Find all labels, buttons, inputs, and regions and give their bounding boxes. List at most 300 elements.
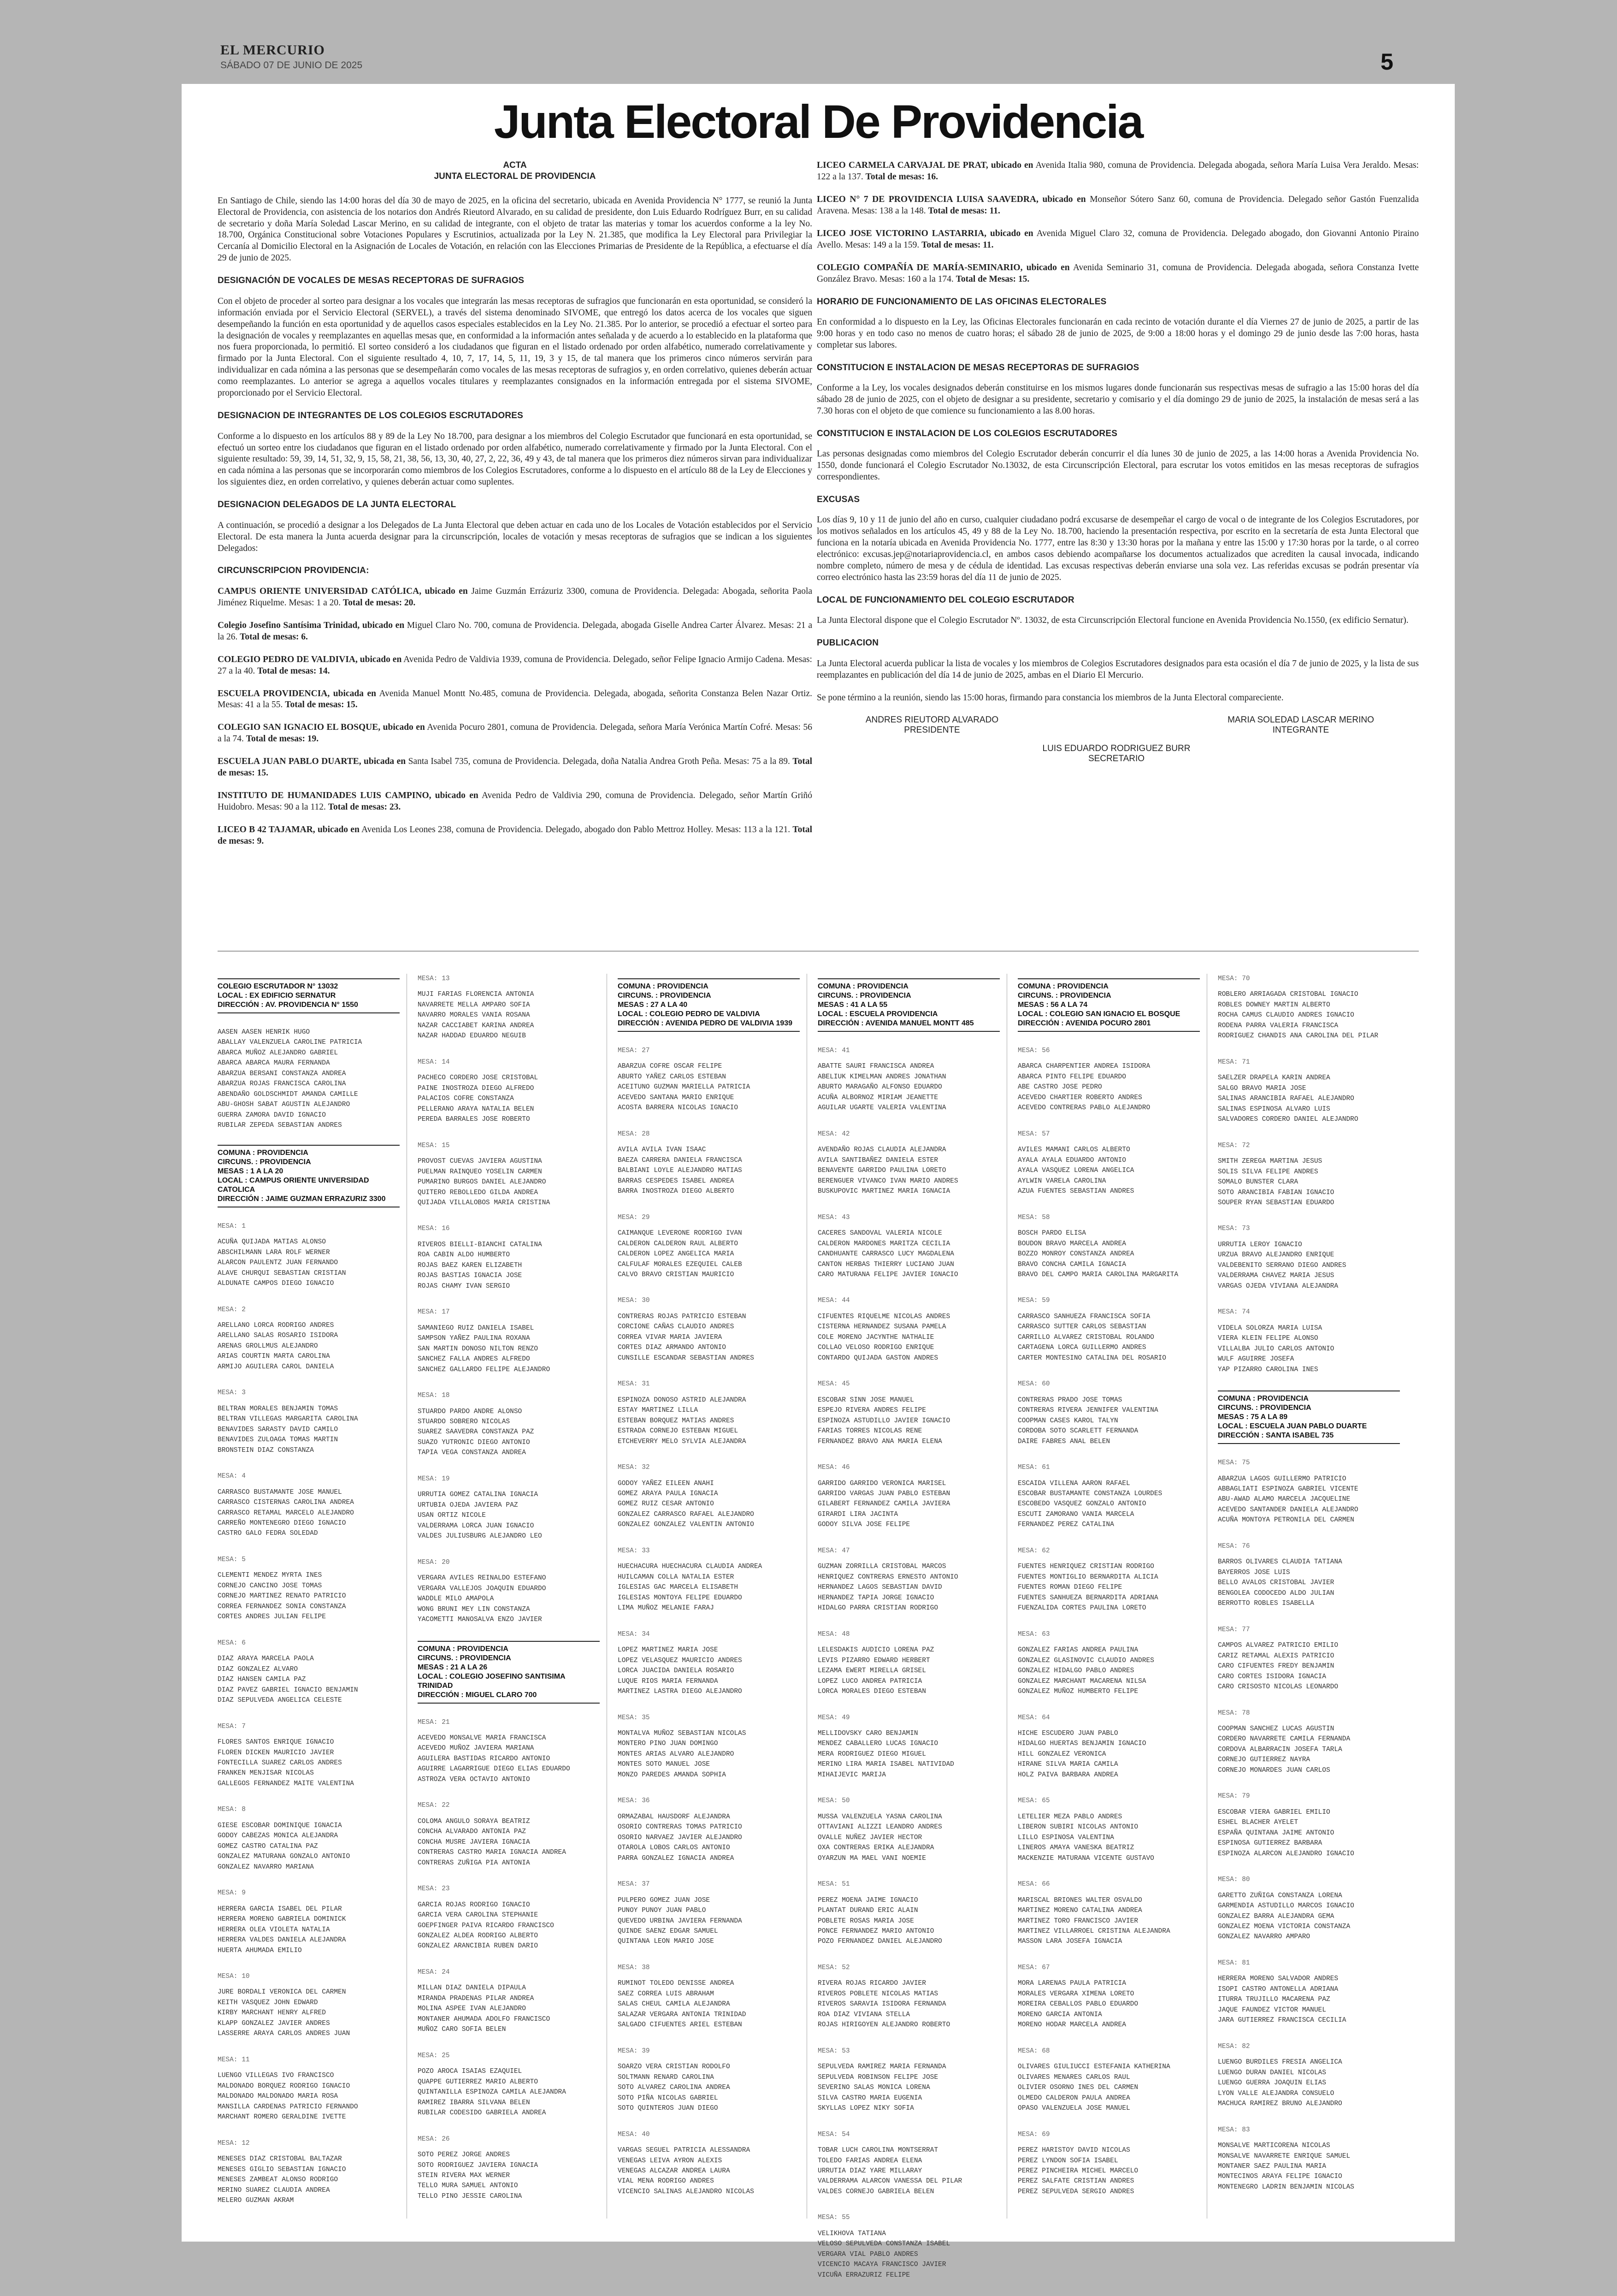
mesa-number: MESA: 76	[1218, 1542, 1250, 1550]
mesa-names: AVENDAÑO ROJAS CLAUDIA ALEJANDRA AVILA SANTIBAÑEZ DANIELA ESTER BENAVENTE GARRIDO PAULINA LORETO BERENGUER VIVANCO IVAN MARIO ANDRES BUSKUPOVIC MARTINEZ MARIA IGNACIA	[818, 1146, 958, 1195]
mesa-block	[1218, 1875, 1400, 1942]
mesa-block	[418, 1884, 600, 1952]
mesa-names: LELESDAKIS AUDICIO LORENA PAZ LEVIS PIZARRO EDWARD HERBERT LEZAMA EWERT MIRELLA GRISEL LOPEZ LUCO ANDREA PATRICIA LORCA MORALES DIEGO ESTEBAN	[818, 1646, 934, 1696]
mesa-number: MESA: 56	[1018, 1047, 1050, 1054]
local-header-line: CIRCUNS. : PROVIDENCIA	[218, 1158, 311, 1166]
mesa-block	[1018, 1629, 1200, 1697]
local-detail: Avenida Miguel Claro 32, comuna de Providencia. Delegado abogado, don Giovanni Antonio Piraino Avello. Mesas: 149 a la 159.	[817, 228, 1419, 250]
mesa-names: AVILES MAMANI CARLOS ALBERTO AYALA AYALA EDUARDO ANTONIO AYALA VASQUEZ LORENA ANGELICA AYLWIN VARELA CAROLINA AZUA FUENTES SEBASTIAN ANDRES	[1018, 1146, 1134, 1195]
local-total: Total de mesas: 15.	[218, 757, 813, 778]
mesa-number: MESA: 81	[1218, 1959, 1250, 1967]
section-title-horario: HORARIO DE FUNCIONAMIENTO DE LAS OFICINAS ELECTORALES	[817, 296, 1107, 307]
mesa-names: POZO AROCA ISAIAS EZAQUIEL QUAPPE GUTIERREZ MARIO ALBERTO QUINTANILLA ESPINOZA CAMILA ALEJANDRA RAMIREZ IBARRA SILVANA BELEN RUBILAR CODESIDO GABRIELA ANDREA	[418, 2068, 566, 2117]
mesa-number: MESA: 69	[1018, 2130, 1050, 2138]
mesa-names: CARRASCO SANHUEZA FRANCISCA SOFIA CARRASCO SUTTER CARLOS SEBASTIAN CARRILLO ALVAREZ CRISTOBAL ROLANDO CARTAGENA LORCA GUILLERMO ANDRES CARTER MONTESINO CATALINA DEL ROSARIO	[1018, 1313, 1166, 1362]
local-detail: Avenida Los Leones 238, comuna de Providencia. Delegado, abogado don Pablo Mettroz Holley. Mesas: 113 a la 121.	[361, 825, 791, 835]
mesa-block	[218, 1805, 400, 1872]
mesa-number: MESA: 63	[1018, 1630, 1050, 1638]
mesa-names: MENESES DIAZ CRISTOBAL BALTAZAR MENESES GIGLIO SEBASTIAN IGNACIO MENESES ZAMBEAT ALONSO RODRIGO MERINO SUAREZ CLAUDIA ANDREA MELERO GUZMAN AKRAM	[218, 2155, 346, 2204]
mesa-block	[218, 2138, 400, 2206]
mesa-number: MESA: 60	[1018, 1380, 1050, 1388]
mesa-block	[1218, 1625, 1400, 1692]
page-number: 5	[1381, 49, 1393, 75]
local-header-line: LOCAL : COLEGIO PEDRO DE VALDIVIA	[618, 1010, 760, 1018]
mesa-block	[218, 1722, 400, 1789]
signature-role: SECRETARIO	[1088, 754, 1145, 764]
mesa-number: MESA: 7	[218, 1722, 246, 1730]
mesa-names: URRUTIA LEROY IGNACIO URZUA BRAVO ALEJANDRO ENRIQUE VALDEBENITO SERRANO DIEGO ANDRES VALDERRAMA CHAVEZ MARIA JESUS VARGAS OJEDA VIVIANA ALEJANDRA	[1218, 1241, 1346, 1290]
local-detail: Santa Isabel 735, comuna de Providencia. Delegada, doña Natalia Andrea Groth Peña. Mesas: 75 a la 89.	[408, 757, 790, 767]
mesa-block	[1018, 1046, 1200, 1113]
local-entry	[817, 160, 1419, 183]
mesa-names: ABARCA CHARPENTIER ANDREA ISIDORA ABARCA PINTO FELIPE EDUARDO ABE CASTRO JOSE PEDRO ACEVEDO CHARTIER ROBERTO ANDRES ACEVEDO CONTRERAS PABLO ALEJANDRO	[1018, 1063, 1151, 1112]
local-header-line: MESAS : 21 A LA 26	[418, 1663, 488, 1671]
mesa-names: SEPULVEDA RAMIREZ MARIA FERNANDA SEPULVEDA ROBINSON FELIPE JOSE SEVERINO SALAS MONICA LORENA SILVA CASTRO MARIA EUGENIA SKYLLAS LOPEZ NIKY SOFIA	[818, 2063, 946, 2113]
mesa-block	[618, 1796, 800, 1864]
mesa-block	[818, 1213, 1000, 1280]
issue-date: SÁBADO 07 DE JUNIO DE 2025	[220, 60, 363, 71]
mesa-names: CONTRERAS ROJAS PATRICIO ESTEBAN CORCIONE CAÑAS CLAUDIO ANDRES CORREA VIVAR MARIA JAVIERA CORTES DIAZ ARMANDO ANTONIO CUNSILLE ESCANDAR SEBASTIAN ANDRES	[618, 1313, 754, 1362]
mesa-number: MESA: 74	[1218, 1308, 1250, 1316]
mesa-number: MESA: 67	[1018, 1964, 1050, 1971]
vocales-column-4	[818, 974, 1000, 2296]
acta-title: ACTA	[503, 160, 527, 170]
mesa-names: ROBLERO ARRIAGADA CRISTOBAL IGNACIO ROBLES DOWNEY MARTIN ALBERTO ROCHA CAMUS CLAUDIO ANDRES IGNACIO RODENA PARRA VALERIA FRANCISCA RODRIGUEZ CHANDIS ANA CAROLINA DEL PILAR	[1218, 991, 1379, 1040]
local-header-line: COMUNA : PROVIDENCIA	[818, 982, 909, 990]
mesa-names: PACHECO CORDERO JOSE CRISTOBAL PAINE INOSTROZA DIEGO ALFREDO PALACIOS COFRE CONSTANZA PELLERANO ARAYA NATALIA BELEN PEREDA BARRALES JOSE ROBERTO	[418, 1074, 538, 1124]
local-detail: Avenida Italia 980, comuna de Providencia. Delegada abogada, señora María Luisa Vera Jeraldo. Mesas: 122 a la 137.	[817, 160, 1419, 182]
mesa-names: COLOMA ANGULO SORAYA BEATRIZ CONCHA ALVARADO ANTONIA PAZ CONCHA MUSRE JAVIERA IGNACIA CONTRERAS CASTRO MARIA IGNACIA ANDREA CONTRERAS ZUÑIGA PIA ANTONIA	[418, 1817, 566, 1867]
mesa-block	[418, 1224, 600, 1291]
mesa-names: URRUTIA GOMEZ CATALINA IGNACIA URTUBIA OJEDA JAVIERA PAZ USAN ORTIZ NICOLE VALDERRAMA LORCA JUAN IGNACIO VALDES JULIUSBURG ALEJANDRO LEO	[418, 1491, 542, 1540]
section-text-colegios: Conforme a lo dispuesto en los artículos 88 y 89 de la Ley No 18.700, para designar a los miembros del Colegio Escrutador que funcionará en esta oportunidad, se efectuó un sorteo entre los ciudadanos que figuran en el listado ordenado por orden alfabético, numerado correlativamente y firmado por la Junta Electoral. Con el siguiente resultado: 59, 39, 14, 51, 32, 9, 15, 58, 21, 38, 56, 13, 30, 40, 27, 2, 22, 36, 49 y 43, de tal manera que los primeros diez números sirvan para individualizar en cada nómina a las personas que se incorporarán como miembros de los Colegios Escrutadores, conforme a lo dispuesto en el artículo 88 de la Ley de Elecciones y los siguientes diez, en orden correlativo, y quienes deberán actuar como suplentes.	[218, 431, 812, 487]
mesa-names: CIFUENTES RIQUELME NICOLAS ANDRES CISTERNA HERNANDEZ SUSANA PAMELA COLE MORENO JACYNTHE NATHALIE COLLAO VELOSO RODRIGO ENRIQUE CONTARDO QUIJADA GASTON ANDRES	[818, 1313, 950, 1362]
mesa-block	[818, 1879, 1000, 1947]
mesa-names: ORMAZABAL HAUSDORF ALEJANDRA OSORIO CONTRERAS TOMAS PATRICIO OSORIO NARVAEZ JAVIER ALEJANDRO OTAROLA LOBOS CARLOS ANTONIO PARRA GONZALEZ IGNACIA ANDREA	[618, 1813, 742, 1862]
mesa-number: MESA: 12	[218, 2139, 250, 2147]
section-text-delegados: A continuación, se procedió a designar a los Delegados de La Junta Electoral que deben actuar en cada uno de los Locales de Votación establecidos por el Servicio Electoral. De esta manera la Junta acuerda designar para la circunscripción, locales de votación y mesas receptoras de sufragios que se indican a los siguientes Delegados:	[218, 520, 812, 553]
mesa-block	[618, 1213, 800, 1280]
local-entry	[218, 620, 812, 643]
local-header-block	[818, 978, 1000, 1032]
mesa-number: MESA: 35	[618, 1714, 650, 1722]
mesa-number: MESA: 45	[818, 1380, 850, 1388]
mesa-names: TOBAR LUCH CAROLINA MONTSERRAT TOLEDO FARIAS ANDREA ELENA URRUTIA DIAZ YARE MILLARAY VALDERRAMA ALARCON VANESSA DEL PILAR VALDES CORNEJO GABRIELA BELEN	[818, 2147, 962, 2195]
mesa-block	[1218, 1458, 1400, 1526]
section-title-delegados: DESIGNACION DELEGADOS DE LA JUNTA ELECTORAL	[218, 500, 456, 510]
local-name: LICEO N° 7 DE PROVIDENCIA LUISA SAAVEDRA, ubicado en	[817, 194, 1086, 204]
mesa-number: MESA: 44	[818, 1297, 850, 1305]
mesa-number: MESA: 10	[218, 1973, 250, 1980]
mesa-names: CLEMENTI MENDEZ MYRTA INES CORNEJO CANCINO JOSE TOMAS CORNEJO MARTINEZ RENATO PATRICIO CORREA FERNANDEZ SONIA CONSTANZA CORTES ANDRES JULIAN FELIPE	[218, 1572, 346, 1621]
mesa-number: MESA: 65	[1018, 1797, 1050, 1805]
local-header-line: CIRCUNS. : PROVIDENCIA	[418, 1654, 511, 1662]
mesa-block	[218, 1971, 400, 2039]
mesa-block	[418, 974, 600, 1041]
mesa-number: MESA: 73	[1218, 1225, 1250, 1233]
mesa-number: MESA: 58	[1018, 1213, 1050, 1221]
local-name: ESCUELA PROVIDENCIA, ubicada en	[218, 688, 376, 698]
mesa-block	[1018, 2046, 1200, 2114]
local-entry	[218, 688, 812, 711]
mesa-number: MESA: 24	[418, 1968, 450, 1976]
mesa-number: MESA: 80	[1218, 1876, 1250, 1884]
local-header-line: DIRECCIÓN : MIGUEL CLARO 700	[418, 1691, 537, 1699]
mesa-block	[618, 1379, 800, 1447]
mesa-names: GIESE ESCOBAR DOMINIQUE IGNACIA GODOY CABEZAS MONICA ALEJANDRA GOMEZ CASTRO CATALINA PAZ GONZALEZ MATURANA GONZALO ANTONIO GONZALEZ NAVARRO MARIANA	[218, 1822, 350, 1871]
mesa-block	[818, 1462, 1000, 1530]
mesa-block	[418, 1307, 600, 1375]
section-text-vocales: Con el objeto de proceder al sorteo para designar a los vocales que integrarán las mesas receptoras de sufragios que funcionarán en esta oportunidad, se consideró la información enviada por el Servicio Electoral (SERVEL), a través del sistema denominado SIVOME, que entregó los datos acerca de los vocales que siguen desempeñando la función en esta oportunidad y de aquellos casos especiales establecidos en la Ley No. 21.385. Por lo anterior, se procedió a efectuar el sorteo para la designación de vocales y reemplazantes en aquellas mesas que, en conformidad a la información antes señalada y de acuerdo a lo establecido en la plataforma que nos fuera proporcionada, lo permitió. El sorteo consideró a los ciudadanos que figuran en el listado ordenado por orden alfabético, numerado correlativamente y firmado por la Junta Electoral. Con el siguiente resultado 4, 10, 7, 17, 14, 5, 11, 19, 3 y 15, de tal manera que los primeros cinco números servirán para individualizar en cada nómina a las personas que se desempeñarán como vocales de las mesas receptoras de sufragios y, en orden correlativo, quienes deberán actuar como reemplazantes. Lo anterior se agrega a aquellos vocales titulares y reemplazantes consignados en la información entregada por el sistema SIVOME, proporcionado por el Servicio Electoral.	[218, 296, 812, 398]
mesa-number: MESA: 78	[1218, 1709, 1250, 1717]
mesa-block	[418, 2051, 600, 2118]
mesa-number: MESA: 16	[418, 1225, 450, 1233]
mesa-names: DIAZ ARAYA MARCELA PAOLA DIAZ GONZALEZ ALVARO DIAZ HANSEN CAMILA PAZ DIAZ PAVEZ GABRIEL IGNACIO BENJAMIN DIAZ SEPULVEDA ANGELICA CELESTE	[218, 1655, 358, 1704]
local-header-line: MESAS : 75 A LA 89	[1218, 1413, 1288, 1421]
local-header-line: DIRECCIÓN : AVENIDA PEDRO DE VALDIVIA 1939	[618, 1019, 793, 1027]
mesa-names: SMITH ZEREGA MARTINA JESUS SOLIS SILVA FELIPE ANDRES SOMALO BUNSTER CLARA SOTO ARANCIBIA FABIAN IGNACIO SOUPER RYAN SEBASTIAN EDUARDO	[1218, 1158, 1334, 1207]
mesa-block	[1018, 1379, 1200, 1447]
acta-subtitle: JUNTA ELECTORAL DE PROVIDENCIA	[434, 172, 596, 182]
local-name: COLEGIO PEDRO DE VALDIVIA, ubicado en	[218, 654, 402, 664]
mesa-block	[1018, 1796, 1200, 1864]
mesa-block	[618, 1713, 800, 1781]
mesa-block	[818, 1713, 1000, 1781]
mesa-names: LETELIER MEZA PABLO ANDRES LIBERON SUBIRI NICOLAS ANTONIO LILLO ESPINOSA VALENTINA LINEROS AMAYA VANESKA BEATRIZ MACKENZIE MATURANA VICENTE GUSTAVO	[1018, 1813, 1154, 1862]
mesa-names: LUENGO VILLEGAS IVO FRANCISCO MALDONADO BORQUEZ RODRIGO IGNACIO MALDONADO MALDONADO MARIA ROSA MANSILLA CARDENAS PATRICIO FERNANDO MARCHANT ROMERO GERALDINE IVETTE	[218, 2072, 358, 2121]
local-header-line: DIRECCIÓN : AVENIDA POCURO 2801	[1018, 1019, 1151, 1027]
local-header-line: LOCAL : CAMPUS ORIENTE UNIVERSIDAD CATOLICA	[218, 1176, 369, 1194]
mesa-block	[818, 1296, 1000, 1363]
vocales-column-3	[618, 974, 800, 2213]
local-detail: Avenida Seminario 31, comuna de Providencia. Delegada abogada, señora Constanza Ivette González Bravo. Mesas: 160 a la 174.	[817, 262, 1419, 284]
mesa-names: PEREZ HARISTOY DAVID NICOLAS PEREZ LYNDON SOFIA ISABEL PEREZ PINCHEIRA MICHEL MARCELO PEREZ SALFATE CRISTIAN ANDRES PEREZ SEPULVEDA SERGIO ANDRES	[1018, 2147, 1139, 2195]
mesa-number: MESA: 43	[818, 1213, 850, 1221]
local-total: Total de mesas: 19.	[246, 734, 319, 744]
mesa-number: MESA: 18	[418, 1392, 450, 1400]
mesa-number: MESA: 39	[618, 2047, 650, 2055]
local-header-line: LOCAL : ESCUELA JUAN PABLO DUARTE	[1218, 1422, 1367, 1431]
mesa-number: MESA: 83	[1218, 2126, 1250, 2134]
local-entry	[817, 228, 1419, 251]
local-header-line: CIRCUNS. : PROVIDENCIA	[1018, 992, 1111, 1000]
mesa-names: HERRERA GARCIA ISABEL DEL PILAR HERRERA MORENO GABRIELA DOMINICK HERRERA OLEA VIOLETA NATALIA HERRERA VALDES DANIELA ALEJANDRA HUERTA AHUMADA EMILIO	[218, 1905, 346, 1954]
mesa-number: MESA: 21	[418, 1718, 450, 1726]
local-name: Colegio Josefino Santísima Trinidad, ubicado en	[218, 620, 405, 630]
local-entry	[218, 654, 812, 677]
mesa-block	[1218, 1958, 1400, 2026]
mesa-number: MESA: 15	[418, 1142, 450, 1149]
section-text-local: La Junta Electoral dispone que el Colegio Escrutador Nº. 13032, de esta Circunscripción Electoral funcione en Avenida Providencia No.1550, (ex edificio Sernatur).	[817, 615, 1409, 626]
local-header-line: DIRECCIÓN : AVENIDA MANUEL MONTT 485	[818, 1019, 974, 1027]
mesa-names: GONZALEZ FARIAS ANDREA PAULINA GONZALEZ GLASINOVIC CLAUDIO ANDRES GONZALEZ HIDALGO PABLO ANDRES GONZALEZ MARCHANT MACARENA NILSA GONZALEZ MUÑOZ HUMBERTO FELIPE	[1018, 1646, 1154, 1696]
mesa-block	[618, 1129, 800, 1197]
mesa-names: SAMANIEGO RUIZ DANIELA ISABEL SAMPSON YAÑEZ PAULINA ROXANA SAN MARTIN DONOSO NILTON RENZO SANCHEZ FALLA ANDRES ALFREDO SANCHEZ GALLARDO FELIPE ALEJANDRO	[418, 1324, 550, 1373]
mesa-block	[618, 1462, 800, 1530]
mesa-block	[618, 1296, 800, 1363]
mesa-names: MUSSA VALENZUELA YASNA CAROLINA OTTAVIANI ALIZZI LEANDRO ANDRES OVALLE NUÑEZ JAVIER HECTOR OXA CONTRERAS ERIKA ALEJANDRA OYARZUN MA MAEL VANI NOEMIE	[818, 1813, 942, 1862]
mesa-names: MORA LARENAS PAULA PATRICIA MORALES VERGARA XIMENA LORETO MOREIRA CEBALLOS PABLO EDUARDO MORENO GARCIA ANTONIA MORENO HODAR MARCELA ANDREA	[1018, 1980, 1139, 2029]
mesa-names: ACEVEDO MONSALVE MARIA FRANCISCA ACEVEDO MUÑOZ JAVIERA MARIANA AGUILERA BASTIDAS RICARDO ANTONIO AGUIRRE LAGARRIGUE DIEGO ELIAS EDUARDO ASTROZA VERA OCTAVIO ANTONIO	[418, 1734, 570, 1783]
mesa-names: RIVEROS BIELLI-BIANCHI CATALINA ROA CABIN ALDO HUMBERTO ROJAS BAEZ KAREN ELIZABETH ROJAS BASTIAS IGNACIA JOSE ROJAS CHAMY IVAN SERGIO	[418, 1241, 542, 1290]
local-detail: Avenida Pocuro 2801, comuna de Providencia. Delegada, señora María Verónica Martín Cofré. Mesas: 56 a la 74.	[218, 722, 812, 744]
mesa-names: CAMPOS ALVAREZ PATRICIO EMILIO CARIZ RETAMAL ALEXIS PATRICIO CARO CIFUENTES FREDY BENJAMIN CARO CORTES ISIDORA IGNACIA CARO CRISOSTO NICOLAS LEONARDO	[1218, 1642, 1339, 1691]
local-total: Total de mesas: 14.	[257, 666, 330, 676]
signature-secretario	[1010, 744, 1222, 765]
mesa-number: MESA: 79	[1218, 1793, 1250, 1800]
local-header-line: COMUNA : PROVIDENCIA	[218, 1148, 308, 1157]
mesa-block	[818, 1379, 1000, 1447]
local-total: Total de mesas: 20.	[342, 598, 416, 608]
mesa-names: AVILA AVILA IVAN ISAAC BAEZA CARRERA DANIELA FRANCISCA BALBIANI LOYLE ALEJANDRO MATIAS BARRAS CESPEDES ISABEL ANDREA BARRA INOSTROZA DIEGO ALBERTO	[618, 1146, 742, 1195]
local-total: Total de mesas: 11.	[921, 240, 994, 250]
mesa-number: MESA: 23	[418, 1885, 450, 1893]
mesa-number: MESA: 70	[1218, 975, 1250, 982]
mesa-number: MESA: 41	[818, 1047, 850, 1054]
mesa-names: ESPINOZA DONOSO ASTRID ALEJANDRA ESTAY MARTINEZ LILLA ESTEBAN BORQUEZ MATIAS ANDRES ESTRADA CORNEJO ESTEBAN MIGUEL ETCHEVERRY MELO SYLVIA ALEJANDRA	[618, 1396, 746, 1445]
mesa-names: ESCOBAR VIERA GABRIEL EMILIO ESHEL BLACHER AYELET ESPAÑA QUINTANA JAIME ANTONIO ESPINOSA GUTIERREZ BARBARA ESPINOZA ALARCON ALEJANDRO IGNACIO	[1218, 1808, 1354, 1858]
mesa-names: ABATTE SAURI FRANCISCA ANDREA ABELIUK KIMELMAN ANDRES JONATHAN ABURTO MARAGAÑO ALFONSO EDUARDO ACUÑA ALBORNOZ MIRIAM JEANETTE AGUILAR UGARTE VALERIA VALENTINA	[818, 1063, 946, 1112]
mesa-block	[1018, 1713, 1200, 1781]
local-total: Total de mesas: 11.	[928, 206, 1000, 216]
local-header-line: LOCAL : COLEGIO JOSEFINO SANTISIMA TRINIDAD	[418, 1672, 566, 1690]
mesa-block	[818, 1629, 1000, 1697]
mesa-block	[1218, 1541, 1400, 1609]
vocales-column-1	[218, 974, 400, 2221]
local-header-line: LOCAL : ESCUELA PROVIDENCIA	[818, 1010, 938, 1018]
closing-paragraph: Se pone término a la reunión, siendo las 15:00 horas, firmando para constancia los miembros de la Junta Electoral compareciente.	[817, 692, 1284, 703]
mesa-block	[1218, 1057, 1400, 1125]
mesa-number: MESA: 77	[1218, 1626, 1250, 1633]
local-name: INSTITUTO DE HUMANIDADES LUIS CAMPINO, ubicado en	[218, 791, 478, 801]
mesa-names: MUJI FARIAS FLORENCIA ANTONIA NAVARRETE MELLA AMPARO SOFIA NAVARRO MORALES VANIA ROSANA NAZAR CACCIABET KARINA ANDREA NAZAR HADDAD EDUARDO NEGUIB	[418, 991, 534, 1040]
local-detail: Avenida Pedro de Valdivia 1939, comuna de Providencia. Delegado, señor Felipe Ignacio Armijo Cadena. Mesas: 27 a la 40.	[218, 654, 812, 676]
intro-paragraph: En Santiago de Chile, siendo las 14:00 horas del día 30 de mayo de 2025, en la oficina del secretario, ubicada en Avenida Providencia N° 1777, se reunió la Junta Electoral de Providencia, con asistencia de los notarios don Andrés Rieutord Alvarado, en su calidad de presidente, don Luis Eduardo Rodríguez Burr, en su calidad de secretario y doña María Soledad Lascar Merino, en su calidad de integrante, con el objeto de tratar las materias y tomar los acuerdos conforme a la ley No. 18.700, Orgánica Constitucional sobre Votaciones Populares y Escrutinios, actualizada por la Ley N. 21.385, que modifica la Ley Electoral para Privilegiar la Cercanía al Domicilio Electoral en la Asignación de Locales de Votación, en relación con las Elecciones Primarias de Presidente de la República, a efectuarse el día 29 de junio de 2025.	[218, 195, 812, 263]
mesa-block	[418, 1474, 600, 1542]
mesa-block	[1218, 1224, 1400, 1291]
mesa-names: MILLAN DIAZ DANIELA DIPAULA MIRANDA PRADENAS PILAR ANDREA MOLINA ASPEE IVAN ALEJANDRO MONTANER AHUMADA ADOLFO FRANCISCO MUÑOZ CARO SOFIA BELEN	[418, 1984, 550, 2034]
vocales-column-6	[1218, 974, 1400, 2208]
mesa-names: BARROS OLIVARES CLAUDIA TATIANA BAYERROS JOSE LUIS BELLO AVALOS CRISTOBAL JAVIER BENGOLEA CODOCEDO ALDO JULIAN BERROTTO ROBLES ISABELLA	[1218, 1558, 1342, 1608]
mesa-number: MESA: 54	[818, 2130, 850, 2138]
local-header-line: COMUNA : PROVIDENCIA	[1018, 982, 1109, 990]
mesa-number: MESA: 66	[1018, 1881, 1050, 1888]
mesa-names: RIVERA ROJAS RICARDO JAVIER RIVEROS POBLETE NICOLAS MATIAS RIVEROS SARAVIA ISIDORA FERNANDA ROA DIAZ VIVIANA STELLA ROJAS HIRIGOYEN ALEJANDRO ROBERTO	[818, 1980, 950, 2029]
local-total: Total de mesas: 23.	[328, 802, 401, 812]
local-entry	[218, 790, 812, 813]
mesa-number: MESA: 82	[1218, 2042, 1250, 2050]
mesa-block	[1218, 1307, 1400, 1375]
mesa-names: SOTO PEREZ JORGE ANDRES SOTO RODRIGUEZ JAVIERA IGNACIA STEIN RIVERA MAX WERNER TELLO MURA SAMUEL ANTONIO TELLO PINO JESSIE CAROLINA	[418, 2151, 538, 2200]
local-header-block	[418, 1641, 600, 1704]
mesa-number: MESA: 52	[818, 1964, 850, 1971]
mesa-number: MESA: 5	[218, 1556, 246, 1563]
mesa-names: GARRIDO GARRIDO VERONICA MARISEL GARRIDO VARGAS JUAN PABLO ESTEBAN GILABERT FERNANDEZ CAMILA JAVIERA GIRARDI LIRA JACINTA GODOY SILVA JOSE FELIPE	[818, 1479, 950, 1529]
mesa-block	[1018, 1213, 1200, 1280]
mesa-block	[1218, 1708, 1400, 1776]
local-header-block	[218, 978, 400, 1013]
mesa-number: MESA: 62	[1018, 1547, 1050, 1555]
mesa-names: GUZMAN ZORRILLA CRISTOBAL MARCOS HENRIQUEZ CONTRERAS ERNESTO ANTONIO HERNANDEZ LAGOS SEBASTIAN DAVID HERNANDEZ TAPIA JORGE IGNACIO HIDALGO PARRA CRISTIAN RODRIGO	[818, 1563, 958, 1612]
mesa-block	[818, 2046, 1000, 2114]
mesa-names: LOPEZ MARTINEZ MARIA JOSE LOPEZ VELASQUEZ MAURICIO ANDRES LORCA JUACIDA DANIELA ROSARIO LUQUE RIOS MARIA FERNANDA MARTINEZ LASTRA DIEGO ALEJANDRO	[618, 1646, 742, 1696]
mesa-block	[1018, 1462, 1200, 1530]
circunscripcion-title: CIRCUNSCRIPCION PROVIDENCIA:	[218, 566, 369, 576]
signature-role: INTEGRANTE	[1272, 725, 1329, 735]
section-text-constitucion-mesas: Conforme a la Ley, los vocales designados deberán constituirse en los mismos lugares donde funcionarán sus respectivas mesas de sufragio a las 15:00 horas del día sábado 28 de junio de 2025, con el objeto de designar a su presidente, secretario y comisario y el día domingo 29 de junio de 2025, la instalación de mesas será a las 7.30 horas con el objeto de que comience su funcionamiento a las 8.00 horas.	[817, 383, 1419, 416]
signature-president	[835, 715, 1029, 736]
mesa-number: MESA: 19	[418, 1475, 450, 1483]
mesa-number: MESA: 33	[618, 1547, 650, 1555]
mesa-number: MESA: 11	[218, 2056, 250, 2064]
mesa-names: LUENGO BURDILES FRESIA ANGELICA LUENGO DURAN DANIEL NICOLAS LUENGO GUERRA JOAQUIN ELIAS LYON VALLE ALEJANDRA CONSUELO MACHUCA RAMIREZ BRUNO ALEJANDRO	[1218, 2059, 1342, 2108]
mesa-block	[418, 1141, 600, 1208]
section-title-constitucion-colegios: CONSTITUCION E INSTALACION DE LOS COLEGIOS ESCRUTADORES	[817, 428, 1118, 438]
local-entry	[218, 586, 812, 609]
mesa-block	[1218, 1791, 1400, 1859]
local-header-line: CIRCUNS. : PROVIDENCIA	[818, 992, 911, 1000]
local-header-line: MESAS : 27 A LA 40	[618, 1001, 688, 1009]
mesa-number: MESA: 55	[818, 2214, 850, 2222]
mesa-block	[418, 1557, 600, 1625]
section-divider	[218, 951, 1419, 952]
section-text-horario: En conformidad a lo dispuesto en la Ley, las Oficinas Electorales funcionarán en cada recinto de votación durante el día Viernes 27 de junio de 2025, a partir de las 9:00 horas y en todo caso no menos de cuatro horas; el sábado 28 de junio de 2025, de 9:00 a 18:00 horas y el domingo 29 de junio desde las 7:00 horas, hasta completar sus labores.	[817, 317, 1419, 350]
mesa-names: ACUÑA QUIJADA MATIAS ALONSO ABSCHILMANN LARA ROLF WERNER ALARCON PAULENTZ JUAN FERNANDO ALAVE CHURQUI SEBASTIAN CRISTIAN ALDUNATE CAMPOS DIEGO IGNACIO	[218, 1238, 346, 1288]
local-header-line: CIRCUNS. : PROVIDENCIA	[618, 992, 711, 1000]
local-header-line: CIRCUNS. : PROVIDENCIA	[1218, 1404, 1311, 1412]
mesa-number: MESA: 30	[618, 1297, 650, 1305]
mesa-number: MESA: 48	[818, 1630, 850, 1638]
local-header-block	[618, 978, 800, 1032]
mesa-block	[1018, 1546, 1200, 1614]
mesa-names: ARELLANO LORCA RODRIGO ANDRES ARELLANO SALAS ROSARIO ISIDORA ARENAS GROLLMUS ALEJANDRO ARIAS COURTIN MARTA CAROLINA ARMIJO AGUILERA CAROL DANIELA	[218, 1321, 338, 1371]
local-entry	[218, 756, 812, 779]
local-header-line: MESAS : 56 A LA 74	[1018, 1001, 1088, 1009]
mesa-names: OLIVARES GIULIUCCI ESTEFANIA KATHERINA OLIVARES MENARES CARLOS RAUL OLIVIER OSORNO INES DEL CARMEN OLMEDO CALDERON PAULA ANDREA OPASO VALENZUELA JOSE MANUEL	[1018, 2063, 1170, 2113]
mesa-block	[1218, 2042, 1400, 2109]
vocales-column-5	[1018, 974, 1200, 2213]
mesa-names: VERGARA AVILES REINALDO ESTEFANO VERGARA VALLEJOS JOAQUIN EDUARDO WADDLE MILO AMAPOLA WONG BRUNI MEY LIN CONSTANZA YACOMETTI MANOSALVA ENZO JAVIER	[418, 1574, 546, 1624]
local-header-line: LOCAL : COLEGIO SAN IGNACIO EL BOSQUE	[1018, 1010, 1180, 1018]
mesa-number: MESA: 17	[418, 1308, 450, 1316]
signature-name: MARIA SOLEDAD LASCAR MERINO	[1228, 715, 1374, 725]
mesa-number: MESA: 25	[418, 2052, 450, 2059]
local-name: COLEGIO COMPAÑÍA DE MARÍA-SEMINARIO, ubicado en	[817, 262, 1070, 272]
acta-left-column	[218, 160, 812, 858]
mesa-block	[418, 1717, 600, 1785]
mesa-number: MESA: 59	[1018, 1297, 1050, 1305]
colegio-members: AASEN AASEN HENRIK HUGO ABALLAY VALENZUELA CAROLINE PATRICIA ABARCA MUÑOZ ALEJANDRO GABRIEL ABARCA ABARCA MAURA FERNANDA ABARZUA BERSANI CONSTANZA ANDREA ABARZUA ROJAS FRANCISCA CAROLINA ABENDAÑO GOLDSCHMIDT AMANDA CAMILLE ABU-GHOSH SABAT AGUSTIN ALEJANDRO GUERRA ZAMORA DAVID IGNACIO RUBILAR ZEPEDA SEBASTIAN ANDRES	[218, 1029, 362, 1130]
mesa-block	[618, 1963, 800, 2030]
local-header-line: DIRECCIÓN : JAIME GUZMAN ERRAZURIZ 3300	[218, 1195, 386, 1203]
mesa-number: MESA: 49	[818, 1714, 850, 1722]
mesa-names: VIDELA SOLORZA MARIA LUISA VIERA KLEIN FELIPE ALONSO VILLALBA JULIO CARLOS ANTONIO WULF AGUIRRE JOSEFA YAP PIZARRO CAROLINA INES	[1218, 1324, 1334, 1373]
newspaper-name: EL MERCURIO	[220, 42, 325, 58]
mesa-number: MESA: 46	[818, 1464, 850, 1472]
mesa-names: HUECHACURA HUECHACURA CLAUDIA ANDREA HUILCAMAN COLLA NATALIA ESTER IGLESIAS GAC MARCELA ELISABETH IGLESIAS MONTOYA FELIPE EDUARDO LIMA MUÑOZ MELANIE FARAJ	[618, 1563, 762, 1612]
mesa-number: MESA: 57	[1018, 1130, 1050, 1138]
mesa-names: GARCIA ROJAS RODRIGO IGNACIO GARCIA VERA CAROLINA STEPHANIE GOEPFINGER PAIVA RICARDO FRANCISCO GONZALEZ ALDEA RODRIGO ALBERTO GONZALEZ ARANCIBIA RUBEN DARIO	[418, 1901, 554, 1950]
mesa-number: MESA: 75	[1218, 1459, 1250, 1467]
mesa-block	[818, 1963, 1000, 2030]
mesa-names: PULPERO GOMEZ JUAN JOSE PUNOY PUNOY JUAN PABLO QUEVEDO URBINA JAVIERA FERNANDA QUINDE SAENZ EDGAR SAMUEL QUINTANA LEON MARIO JOSE	[618, 1896, 742, 1946]
mesa-number: MESA: 29	[618, 1213, 650, 1221]
mesa-names: ABARZUA COFRE OSCAR FELIPE ABURTO YAÑEZ CARLOS ESTEBAN ACEITUNO GUZMAN MARIELLA PATRICIA ACEVEDO SANTANA MARIO ENRIQUE ACOSTA BARRERA NICOLAS IGNACIO	[618, 1063, 750, 1112]
section-text-excusas: Los días 9, 10 y 11 de junio del año en curso, cualquier ciudadano podrá excusarse de desempeñar el cargo de vocal o de integrante de los Colegios Escrutadores, por los motivos señalados en los artículos 45, 49 y 88 de la Ley No. 18.700, haciendo la presentación respectiva, por escrito en la secretaría de esta Junta Electoral que funciona en la notaría ubicada en Avenida Providencia No. 1777, entre las 8:30 y 13:30 horas por la mañana y entre las 15:00 y 17:30 horas por la tarde, o al correo electrónico: excusas.jep@notariaprovidencia.cl, en ambos casos debiendo acompañarse los documentos actualizados que acrediten la causal invocada, indicando nombre completo, número de mesa y de cédula de identidad. Las excusas respectivas deberán enviarse una sola vez. Las referidas excusas se podrán presentar vía correo electrónico hasta las 23:59 horas del día 11 de junio de 2025.	[817, 515, 1419, 583]
section-title-local: LOCAL DE FUNCIONAMIENTO DEL COLEGIO ESCRUTADOR	[817, 595, 1074, 605]
mesa-number: MESA: 27	[618, 1047, 650, 1054]
mesa-block	[218, 1305, 400, 1373]
mesa-number: MESA: 51	[818, 1881, 850, 1888]
mesa-names: GARETTO ZUÑIGA CONSTANZA LORENA GARMENDIA ASTUDILLO MARCOS IGNACIO GONZALEZ BARRA ALEJANDRA GEMA GONZALEZ MOENA VICTORIA CONSTANZA GONZALEZ NAVARRO AMPARO	[1218, 1892, 1354, 1941]
signature-role: PRESIDENTE	[904, 725, 960, 735]
local-header-line: MESAS : 1 A LA 20	[218, 1167, 283, 1175]
mesa-number: MESA: 72	[1218, 1142, 1250, 1149]
mesa-number: MESA: 13	[418, 975, 450, 982]
local-total: Total de mesas: 16.	[865, 172, 938, 182]
local-header-line: COMUNA : PROVIDENCIA	[618, 982, 708, 990]
mesa-block	[618, 1629, 800, 1697]
mesa-block	[1018, 1129, 1200, 1197]
notice-sheet	[182, 84, 1455, 2279]
local-header-block	[218, 1145, 400, 1207]
local-name: CAMPUS ORIENTE UNIVERSIDAD CATÓLICA, ubicado en	[218, 586, 468, 596]
mesa-names: FUENTES HENRIQUEZ CRISTIAN RODRIGO FUENTES MONTIGLIO BERNARDITA ALICIA FUENTES ROMAN DIEGO FELIPE FUENTES SANHUEZA BERNARDITA ADRIANA FUENZALIDA CORTES PAULINA LORETO	[1018, 1563, 1158, 1612]
mesa-block	[1018, 2130, 1200, 2197]
mesa-names: CONTRERAS PRADO JOSE TOMAS CONTRERAS RIVERA JENNIFER VALENTINA COOPMAN CASES KAROL TALYN CORDOBA SOTO SCARLETT FERNANDA DAIRE FABRES ANAL BELEN	[1018, 1396, 1158, 1445]
mesa-number: MESA: 1	[218, 1222, 246, 1230]
mesa-number: MESA: 8	[218, 1806, 246, 1814]
mesa-number: MESA: 61	[1018, 1464, 1050, 1472]
mesa-names: GODOY YAÑEZ EILEEN ANAHI GOMEZ ARAYA PAULA IGNACIA GOMEZ RUIZ CESAR ANTONIO GONZALEZ CARRASCO RAFAEL ALEJANDRO GONZALEZ GONZALEZ VALENTIN ANTONIO	[618, 1479, 754, 1529]
mesa-block	[218, 1471, 400, 1539]
local-entry	[218, 722, 812, 745]
mesa-number: MESA: 53	[818, 2047, 850, 2055]
mesa-number: MESA: 68	[1018, 2047, 1050, 2055]
mesa-number: MESA: 20	[418, 1558, 450, 1566]
mesa-names: PROVOST CUEVAS JAVIERA AGUSTINA PUELMAN RAINQUEO YOSELIN CARMEN PUMARINO BURGOS DANIEL ALEJANDRO QUITERO REBOLLEDO GILDA ANDREA QUIJADA VILLALOBOS MARIA CRISTINA	[418, 1158, 550, 1207]
signature-name: LUIS EDUARDO RODRIGUEZ BURR	[1042, 743, 1191, 753]
mesa-block	[818, 2213, 1000, 2280]
mesa-number: MESA: 50	[818, 1797, 850, 1805]
local-header-line: DIRECCIÓN : AV. PROVIDENCIA N° 1550	[218, 1001, 358, 1009]
locales-list-left	[218, 586, 812, 847]
mesa-names: STUARDO PARDO ANDRE ALONSO STUARDO SOBRERO NICOLAS SUAREZ SAAVEDRA CONSTANZA PAZ SUAZO YUTRONIC DIEGO ANTONIO TAPIA VEGA CONSTANZA ANDREA	[418, 1408, 534, 1457]
acta-right-column	[817, 160, 1419, 784]
local-entry	[817, 262, 1419, 285]
mesa-block	[1018, 1879, 1200, 1947]
local-header-line: DIRECCIÓN : SANTA ISABEL 735	[1218, 1432, 1334, 1440]
masthead	[220, 42, 1465, 79]
mesa-block	[618, 2046, 800, 2114]
mesa-names: CACERES SANDOVAL VALERIA NICOLE CALDERON MARDONES MARITZA CECILIA CANDHUANTE CARRASCO LUCY MAGDALENA CANTON HERBAS THIERRY LUCIANO JUAN CARO MATURANA FELIPE JAVIER IGNACIO	[818, 1230, 958, 1278]
mesa-block	[418, 1800, 600, 1868]
section-title-publicacion: PUBLICACION	[817, 638, 879, 648]
mesa-names: CAIMANQUE LEVERONE RODRIGO IVAN CALDERON CALDERON RAUL ALBERTO CALDERON LOPEZ ANGELICA MARIA CALFULAF MORALES EZEQUIEL CALEB CALVO BRAVO CRISTIAN MAURICIO	[618, 1230, 742, 1278]
local-header-line: LOCAL : EX EDIFICIO SERNATUR	[218, 992, 336, 1000]
mesa-number: MESA: 47	[818, 1547, 850, 1555]
mesa-block	[618, 1046, 800, 1113]
mesa-number: MESA: 26	[418, 2135, 450, 2143]
local-detail: Avenida Manuel Montt No.485, comuna de Providencia. Delegada, abogada, señorita Constanza Belen Nazar Ortiz. Mesas: 41 a la 55.	[218, 688, 812, 710]
local-detail: Jaime Guzmán Errázuriz 3300, comuna de Providencia. Delegada: Abogada, señorita Paola Jiménez Riquelme. Mesas: 1 a 20.	[218, 586, 813, 608]
mesa-names: MELLIDOVSKY CARO BENJAMIN MENDEZ CABALLERO LUCAS IGNACIO MERA RODRIGUEZ DIEGO MIGUEL MERINO LIRA MARIA ISABEL NATIVIDAD MIHAIJEVIC MARIJA	[818, 1729, 954, 1779]
mesa-names: HERRERA MORENO SALVADOR ANDRES ISOPI CASTRO ANTONELLA ADRIANA ITURRA TRUJILLO MACARENA PAZ JAQUE FAUNDEZ VICTOR MANUEL JARA GUTIERREZ FRANCISCA CECILIA	[1218, 1975, 1346, 2024]
signature-block	[817, 715, 1419, 784]
mesa-number: MESA: 36	[618, 1797, 650, 1805]
mesa-block	[818, 2130, 1000, 2197]
mesa-number: MESA: 42	[818, 1130, 850, 1138]
